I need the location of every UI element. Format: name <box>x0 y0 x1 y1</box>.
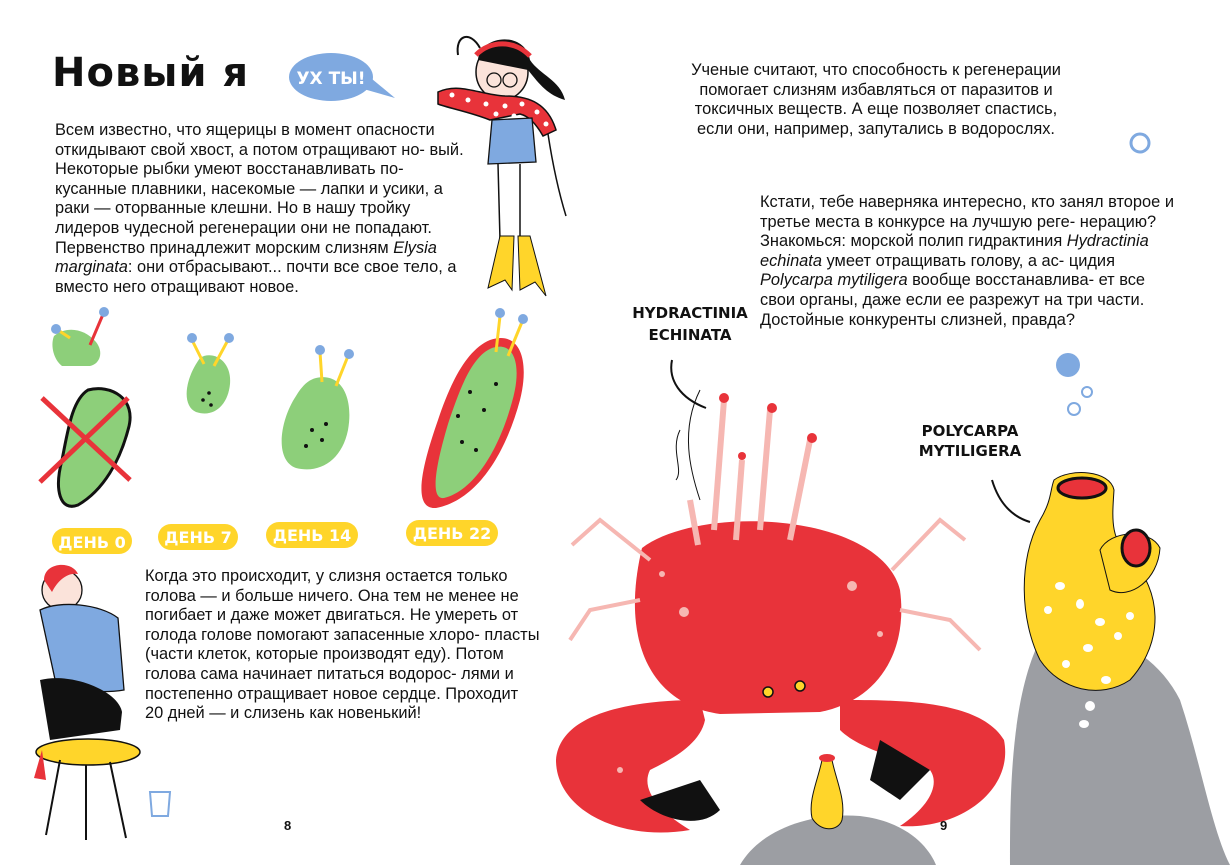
page-number-right: 9 <box>940 818 948 833</box>
page-title: Новый я <box>52 50 250 96</box>
competitors-text-b: умеет отращивать голову, а ас- цидия <box>821 251 1115 270</box>
day-label-22: ДЕНЬ 22 <box>412 524 492 543</box>
page-number-left: 8 <box>284 818 292 833</box>
label-polycarpa-1: POLYCARPA <box>921 422 1019 440</box>
crab-illustration <box>556 520 1005 833</box>
species-hydractinia: Hydractinia echinata <box>760 232 1149 270</box>
slug-day-22 <box>421 308 528 508</box>
day-label-7: ДЕНЬ 7 <box>164 528 232 547</box>
science-paragraph: Ученые считают, что способность к регенерации помогает слизням избавляться от паразитов и токсичных веществ. А еще позволяет спастись, если они, например, запутались в водорослях. <box>691 61 1061 138</box>
speech-bubble-text: УХ ТЫ! <box>296 69 366 89</box>
day-label-0: ДЕНЬ 0 <box>58 533 126 552</box>
day-labels <box>52 520 498 554</box>
slug-day-0 <box>40 307 130 506</box>
intro-paragraph <box>55 121 467 297</box>
speech-bubble <box>289 53 395 101</box>
polycarpa-illustration <box>1010 473 1230 865</box>
intro-text-a: Всем известно, что ящерицы в момент опасности откидывают свой хвост, а потом отращивают но- вый. Некоторые рыбки умеют восстанавливать по- кусанные плавники, насекомые — лапки и усики, а раки — оторванные клешни. Но в нашу тройку лидеров чудесной регенерации они не попадают. Первенство принадлежит морским слизням <box>55 121 464 257</box>
competitors-paragraph <box>760 193 1175 330</box>
regeneration-paragraph: Когда это происходит, у слизня остается только голова — и больше ничего. Она тем не менее не погибает и даже может двигаться. Не умереть от голода голове помогают запасенные хлоро- пласты (части клеток, которые производят еду). Потом голова сама начинает питаться водорос- лями и постепенно отращивает новое сердце. Проходит 20 дней — и слизень как новенький! <box>145 567 540 723</box>
slug-day-14 <box>282 345 354 469</box>
label-hydractinia-1: HYDRACTINIA <box>632 304 748 322</box>
day-label-14: ДЕНЬ 14 <box>272 526 352 545</box>
species-polycarpa: Polycarpa mytiligera <box>760 271 908 290</box>
competitors-text-a: Кстати, тебе наверняка интересно, кто занял второе и третье места в конкурсе на лучшую реге- нерацию? Знакомься: морской полип гидрактиния <box>760 193 1174 251</box>
competitors-text-c: вообще восстанавлива- ет все свои органы, даже если ее разрежут на три части. Достойные конкуренты слизней, правда? <box>760 271 1146 329</box>
intro-species: Elysia marginata <box>55 238 437 277</box>
intro-text-b: : они отбрасывают... почти все свое тело, а вместо него отращивают новое. <box>55 258 457 296</box>
label-hydractinia-2: ECHINATA <box>648 326 732 344</box>
label-polycarpa-2: MYTILIGERA <box>918 442 1022 460</box>
slug-day-7 <box>187 333 234 413</box>
